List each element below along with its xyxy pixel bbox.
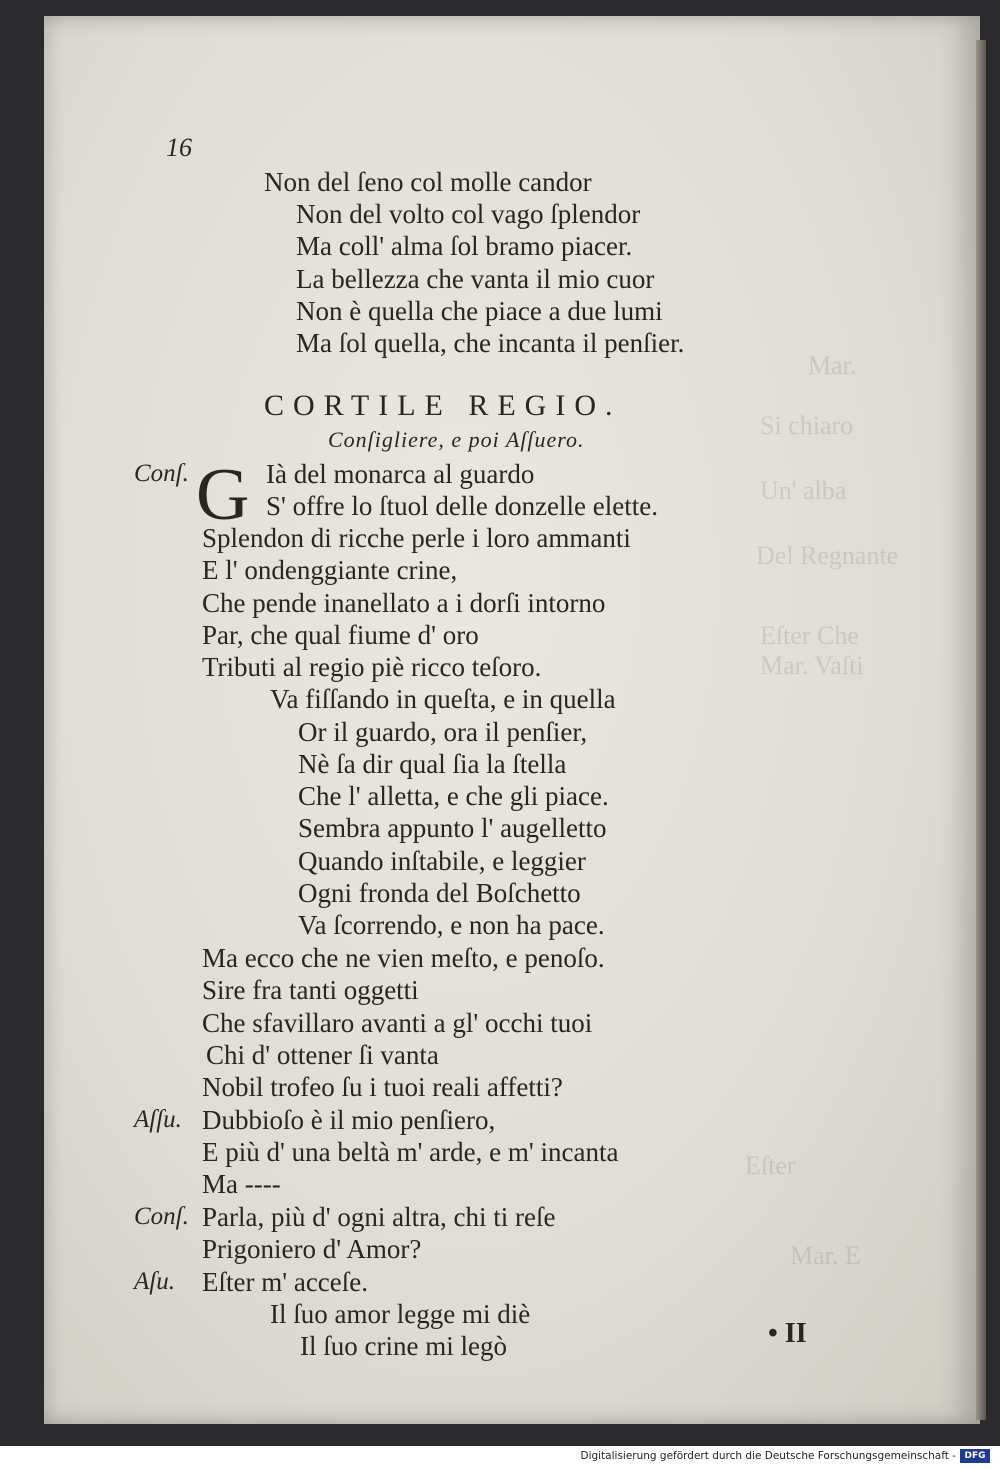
aria-line: Non del volto col vago ſplendor (296, 199, 641, 229)
verse-line: S' offre lo ſtuol delle donzelle elette. (266, 491, 658, 521)
verse-line: Nobil trofeo ſu i tuoi reali affetti? (202, 1072, 563, 1102)
aria-line: Non del ſeno col molle candor (264, 167, 592, 197)
page-edge (976, 40, 986, 1420)
verse-line: Splendon di ricche perle i loro ammanti (202, 523, 631, 553)
verse-line: Ià del monarca al guardo (266, 459, 535, 489)
show-through: Eſter Che (760, 621, 859, 650)
page-number: 16 (166, 133, 192, 162)
verse-line: Che l' alletta, e che gli piace. (298, 781, 609, 811)
show-through: Mar. E (790, 1241, 861, 1270)
verse-line: Ma ---- (202, 1169, 281, 1199)
show-through: Eſter (745, 1151, 796, 1180)
verse-line: Par, che qual fiume d' oro (202, 620, 479, 650)
verse-line: Ogni fronda del Boſchetto (298, 878, 581, 908)
speaker-label: Conſ. (134, 460, 189, 487)
verse-line: Il ſuo crine mi legò (300, 1331, 507, 1361)
show-through: Mar. Vaſti (760, 651, 864, 680)
scene-characters: Conſigliere, e poi Aſſuero. (328, 427, 585, 452)
aria-line: Ma coll' alma ſol bramo piacer. (296, 231, 633, 261)
drop-cap: G (196, 454, 250, 536)
verse-line: Il ſuo amor legge mi diè (270, 1299, 531, 1329)
footer-credit: Digitalisierung gefördert durch die Deutsche Forschungsgemeinschaft - (580, 1450, 956, 1462)
scene-heading: CORTILE REGIO. (264, 389, 622, 422)
verse-line: Quando inſtabile, e leggier (298, 846, 586, 876)
verse-line: Dubbioſo è il mio penſiero, (202, 1105, 496, 1135)
aria-line: Ma ſol quella, che incanta il penſier. (296, 328, 685, 358)
aria-line: Non è quella che piace a due lumi (296, 296, 663, 326)
verse-line: Prigoniero d' Amor? (202, 1234, 422, 1264)
verse-line: Nè ſa dir qual ſia la ſtella (298, 749, 567, 779)
verse-line: Tributi al regio piè ricco teſoro. (202, 652, 542, 682)
signature-mark: • II (768, 1318, 807, 1349)
verse-line: Parla, più d' ogni altra, chi ti reſe (202, 1202, 556, 1232)
speaker-label: Conſ. (134, 1203, 189, 1230)
verse-line: Eſter m' acceſe. (202, 1267, 369, 1297)
verse-line: Chi d' ottener ſi vanta (206, 1040, 439, 1070)
verse-line: Che pende inanellato a i dorſi intorno (202, 588, 606, 618)
show-through: Del Regnante (756, 541, 899, 570)
verse-line: Sembra appunto l' augelletto (298, 813, 607, 843)
speaker-label: Aſu. (134, 1268, 175, 1295)
verse-line: E l' ondenggiante crine, (202, 555, 458, 585)
verse-line: Or il guardo, ora il penſier, (298, 717, 588, 747)
show-through: Mar. (808, 351, 857, 380)
verse-line: Va ſcorrendo, e non ha pace. (298, 910, 605, 940)
show-through: Un' alba (760, 476, 847, 505)
aria-line: La bellezza che vanta il mio cuor (296, 264, 655, 294)
show-through: Si chiaro (760, 411, 854, 440)
verse-line: Sire fra tanti oggetti (202, 975, 419, 1005)
verse-line: Che sfavillaro avanti a gl' occhi tuoi (202, 1008, 593, 1038)
verse-line: E più d' una beltà m' arde, e m' incanta (202, 1137, 619, 1167)
dfg-logo-icon: DFG (960, 1449, 990, 1463)
verse-line: Va fiſſando in queſta, e in quella (270, 684, 616, 714)
verse-line: Ma ecco che ne vien meſto, e penoſo. (202, 943, 605, 973)
speaker-label: Aſſu. (134, 1106, 182, 1133)
